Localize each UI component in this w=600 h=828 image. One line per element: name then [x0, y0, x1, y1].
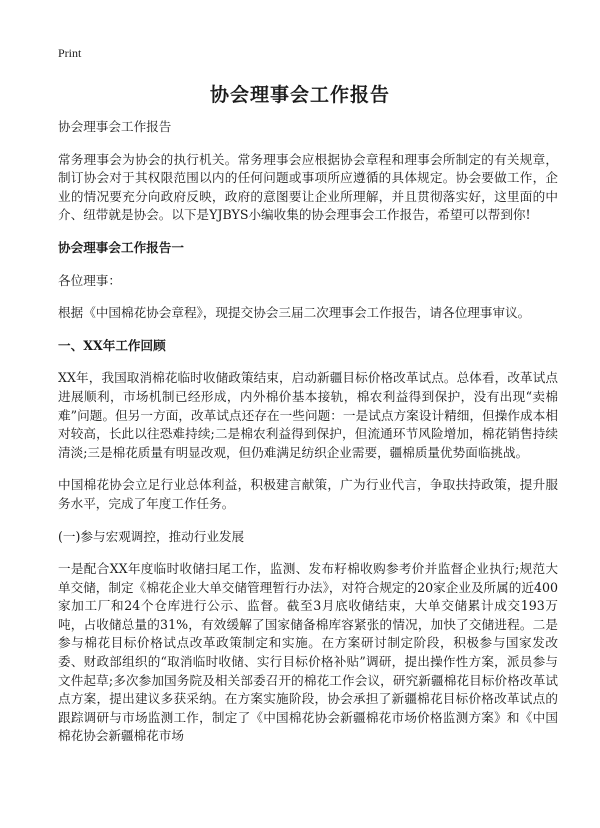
section-heading: 一、XX年工作回顾 — [58, 337, 166, 353]
article-body — [58, 118, 558, 760]
association-paragraph: 中国棉花协会立足行业总体利益，积极建言献策，广为行业代言，争取扶持政策，提升服务水平，完成了年度工作任务。 — [58, 477, 558, 511]
print-link[interactable]: Print — [58, 46, 82, 60]
intro-paragraph: 常务理事会为协会的执行机关。常务理事会应根据协会章程和理事会所制定的有关规章，制订协会对于其权限范围以内的任何问题或事项所应遵循的具体规定。协会要做工作，企业的情况要充分向政府反映，政府的意图要让企业所理解，并且贯彻落实好，这里面的中介、纽带就是协会。以下是YJBYS小编收集的协会理事会工作报告，希望可以帮到你! — [58, 151, 558, 223]
page-title: 协会理事会工作报告 — [209, 84, 390, 106]
report-heading: 协会理事会工作报告一 — [58, 239, 184, 255]
opening-paragraph: 根据《中国棉花协会章程》，现提交协会三届二次理事会工作报告，请各位理事审议。 — [58, 305, 531, 321]
salutation: 各位理事： — [58, 272, 121, 288]
macro-control-paragraph: 一是配合XX年度临时收储扫尾工作，监测、发布籽棉收购参考价并监督企业执行;规范大单交储，制定《棉花企业大单交储管理暂行办法》，对符合规定的20家企业及所属的近400家加工厂和24个仓库进行公示、监督。截至3月底收储结束，大单交储累计成交193万吨，占收储总量的31%，有效缓解了国家储备棉库容紧张的情况，加快了交储进程。二是参与棉花目标价格试点改革政策制定和实施。在方案研讨制定阶段，积极参与国家发改委、财政部组织的“取消临时收储、实行目标价格补贴”调研，提出操作性方案，派员参与文件起草;多次参加国务院及相关部委召开的棉花工作会议，研究新疆棉花目标价格改革试点方案，提出建议多获采纳。在方案实施阶段，协会承担了新疆棉花目标价格改革试点的跟踪调研与市场监测工作，制定了《中国棉花协会新疆棉花市场价格监测方案》和《中国棉花协会新疆棉花市场 — [58, 561, 558, 744]
article-subtitle: 协会理事会工作报告 — [58, 119, 172, 134]
subsection-heading: (一)参与宏观调控，推动行业发展 — [58, 528, 245, 544]
review-paragraph: XX年，我国取消棉花临时收储政策结束，启动新疆目标价格改革试点。总体看，改革试点进展顺利，市场机制已经形成，内外棉价基本接轨，棉农利益得到保护，没有出现“卖棉难”问题。但另一方面，改革试点还存在一些问题：一是试点方案设计精细，但操作成本相对较高，长此以往恐难持续;二是棉农利益得到保护，但流通环节风险增加，棉花销售持续清淡;三是棉花质量有明显改观，但仍难满足纺织企业需要，疆棉质量优势面临挑战。 — [58, 370, 558, 460]
